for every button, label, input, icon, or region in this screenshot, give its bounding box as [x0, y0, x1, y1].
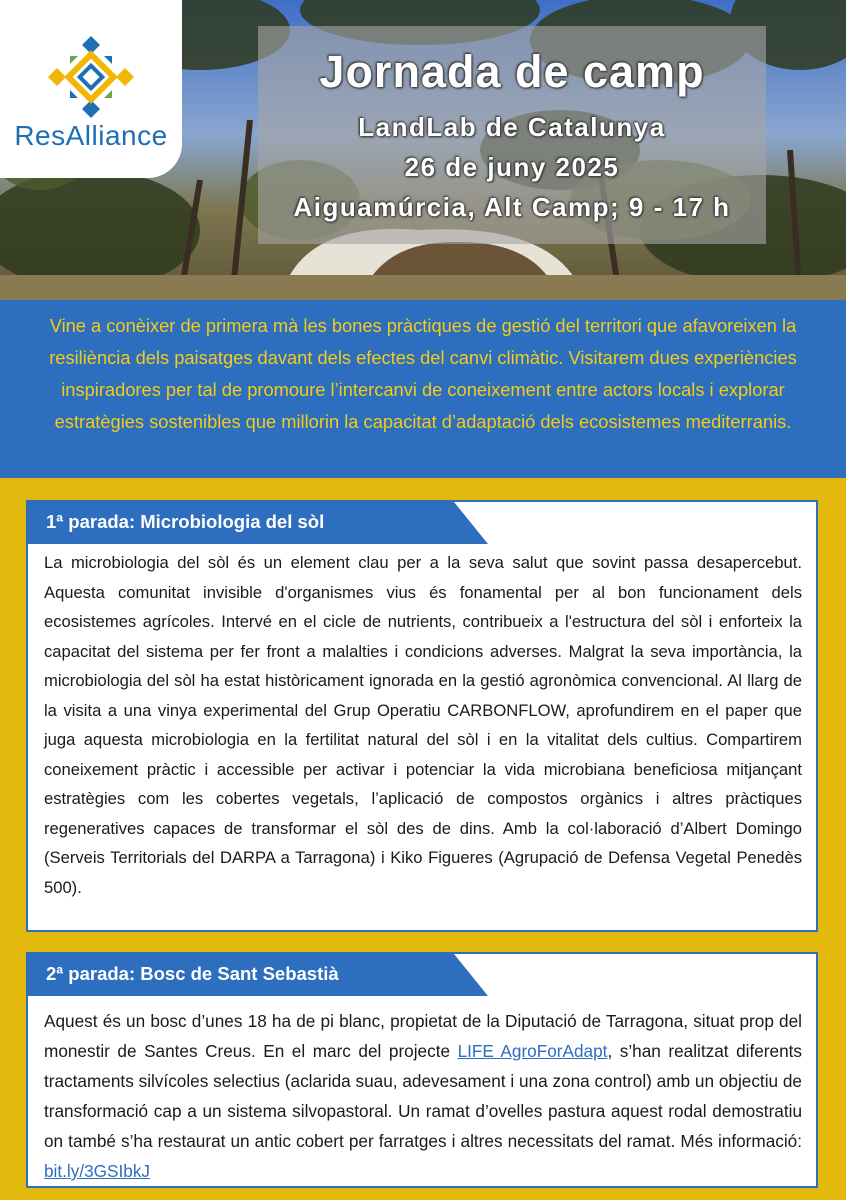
- stop1-section: [26, 500, 818, 932]
- stop2-body-part2: , s’han realitzat diferents tractaments silvícoles selectius (aclarida suau, adevesament i una zona control) amb un objectiu de transformació cap a un sistema silvopastoral. Un ramat d’ovelles pastura aquest rodal demostratiu on també s’ha restaurat un antic cobert per farratges i altres necessitats del ramat. Més informació:: [44, 1041, 802, 1151]
- stop2-body: [44, 1006, 802, 1186]
- page-title: Jornada de camp: [319, 46, 705, 97]
- stop1-title: 1ª parada: Microbiologia del sòl: [46, 511, 325, 532]
- stop2-body-part1: Aquest és un bosc d’unes 18 ha de pi blanc, propietat de la Diputació de Tarragona, situat prop del monestir de Santes Creus. En el marc del projecte: [44, 1011, 802, 1061]
- stop1-body: La microbiologia del sòl és un element clau per a la seva salut que sovint passa desapercebut. Aquesta comunitat invisible d'organismes vius és fonamental per al bon funcionament dels ecosistemes agrícoles. Intervé en el cicle de nutrients, contribueix a l'estructura del sòl i enforteix la capacitat del sistema per fer front a malalties i condicions adverses. Malgrat la seva importància, la microbiologia del sòl ha estat històricament ignorada en la gestió agronòmica convencional. Al llarg de la visita a una vinya experimental del Grup Operatiu CARBONFLOW, aprofundirem en el paper que juga aquesta microbiologia en la fertilitat natural del sòl i en la vitalitat dels cultius. Compartirem coneixement pràctic i accessible per activar i potenciar la vida microbiana beneficiosa mitjançant estratègies com les cobertes vegetals, l’aplicació de compostos orgànics i altres pràctiques regeneratives capaces de transformar el sòl des de dins. Amb la col·laboració d’Albert Domingo (Serveis Territorials del DARPA a Tarragona) i Kiko Figueres (Agrupació de Defensa Vegetal Penedès 500).: [44, 553, 802, 897]
- brand-name: ResAlliance: [14, 120, 168, 151]
- title-box: [258, 26, 766, 244]
- life-agroforadapt-link[interactable]: LIFE AgroForAdapt: [457, 1041, 608, 1061]
- intro-text: Vine a conèixer de primera mà les bones pràctiques de gestió del territori que afavoreixen la resiliència dels paisatges davant dels efectes del canvi climàtic. Visitarem dues experiències inspiradores per tal de promoure l’intercanvi de coneixement entre actors locals i explorar estratègies sostenibles que millorin la capacitat d’adaptació dels ecosistemes mediterranis.: [49, 315, 797, 432]
- hero-banner: [0, 0, 846, 300]
- resalliance-logo-icon: [48, 36, 134, 118]
- more-info-link[interactable]: bit.ly/3GSIbkJ: [44, 1161, 151, 1181]
- stop2-title: 2ª parada: Bosc de Sant Sebastià: [46, 963, 339, 984]
- event-location-time: Aiguamúrcia, Alt Camp; 9 - 17 h: [293, 192, 731, 222]
- event-subtitle: LandLab de Catalunya: [358, 112, 666, 142]
- logo-card: [0, 0, 182, 178]
- stop2-section: [26, 952, 818, 1188]
- event-date: 26 de juny 2025: [404, 152, 620, 182]
- intro-band: [0, 300, 846, 478]
